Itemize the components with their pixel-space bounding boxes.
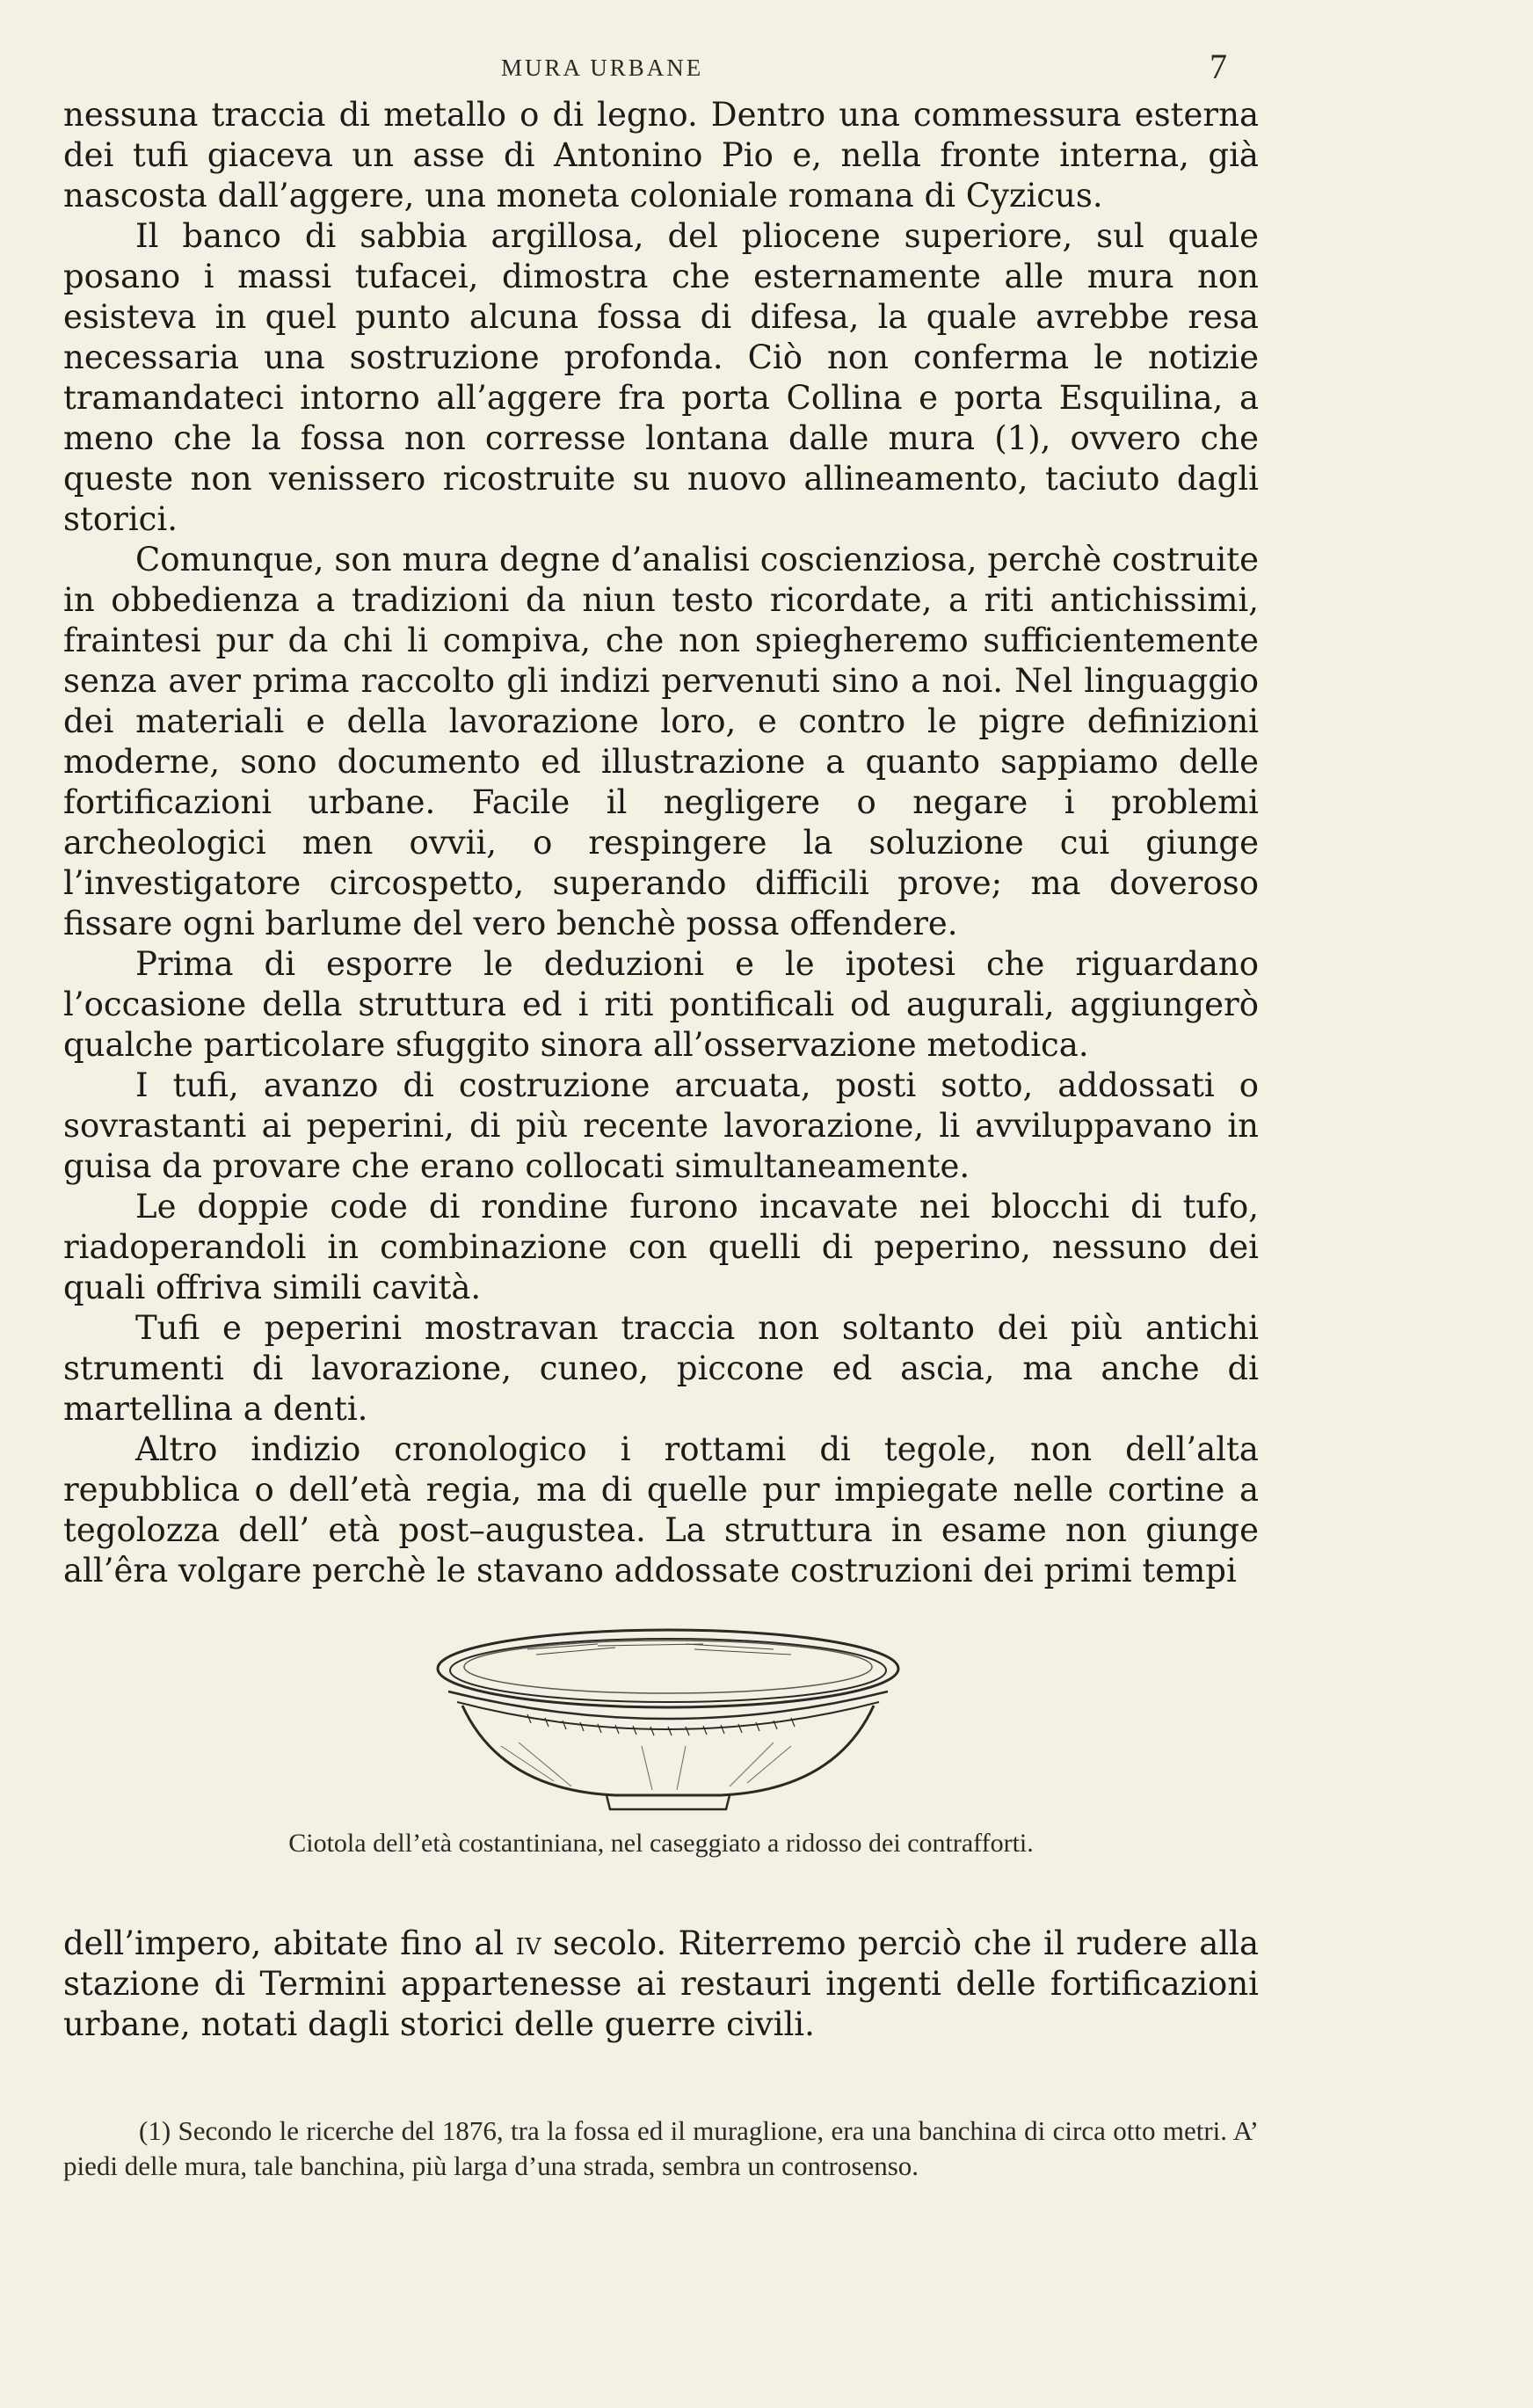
footnote bbox=[63, 2113, 1259, 2184]
bowl-illustration bbox=[422, 1614, 914, 1816]
paragraph bbox=[63, 1924, 1259, 2045]
bowl-rim-inner bbox=[450, 1639, 886, 1702]
paragraph: Prima di esporre le deduzioni e le ipotesi che riguardano l’occasione della struttura ed i riti pontificali od augurali, aggiungerò qualche particolare sfuggito sinora all’osservazione metodica. bbox=[63, 945, 1259, 1064]
continuation-before: dell’impero, abitate fino al bbox=[63, 1924, 505, 1962]
page-number: 7 bbox=[1210, 47, 1227, 86]
running-head: MURA URBANE bbox=[501, 55, 704, 81]
paragraph: I tufi, avanzo di costruzione arcuata, posti sotto, addossati o sovrastanti ai peperini, di più recente lavorazione, li avviluppavano in guisa da provare che erano collocati simultaneamente. bbox=[63, 1066, 1259, 1185]
bowl-inner-ring bbox=[464, 1640, 872, 1693]
roman-numeral: iv bbox=[515, 1924, 541, 1962]
paragraph: Tufi e peperini mostravan traccia non soltanto dei più antichi strumenti di lavorazione, cuneo, piccone ed ascia, ma anche di martellina a denti. bbox=[63, 1309, 1259, 1428]
paragraph: Il banco di sabbia argillosa, del pliocene superiore, sul quale posano i massi tufacei, dimostra che esternamente alle mura non esisteva in quel punto alcuna fossa di difesa, la quale avrebbe resa necessaria una sostruzione profonda. Ciò non conferma le notizie tramandateci intorno all’aggere fra porta Collina e porta Esquilina, a meno che la fossa non corresse lontana dalle mura (1), ovvero che queste non venissero ricostruite su nuovo allineamento, taciuto dagli storici. bbox=[63, 217, 1259, 538]
footnote-text: (1) Secondo le ricerche del 1876, tra la fossa ed il muraglione, era una banchina di circa otto metri. A’ piedi delle mura, tale banchina, più larga d’una strada, sembra un controsenso. bbox=[63, 2115, 1259, 2181]
bowl-rim-outer bbox=[438, 1630, 898, 1707]
paragraph: nessuna traccia di metallo o di legno. Dentro una commessura esterna dei tufi giaceva un asse di Antonino Pio e, nella fronte interna, già nascosta dall’aggere, una moneta coloniale romana di Cyzicus. bbox=[63, 96, 1259, 215]
paragraph: Le doppie code di rondine furono incavate nei blocchi di tufo, riadoperandoli in combinazione con quelli di peperino, nessuno dei quali offriva simili cavità. bbox=[63, 1188, 1259, 1306]
bowl-hatching bbox=[527, 1644, 791, 1655]
figure-caption: Ciotola dell’età costantiniana, nel caseggiato a ridosso dei contrafforti. bbox=[288, 1829, 1034, 1858]
bowl-foot bbox=[607, 1795, 730, 1809]
body-text bbox=[63, 95, 1259, 1591]
continuation-text bbox=[63, 1924, 1259, 2045]
continuation-after: secolo. Riterremo perciò che il rudere alla stazione di Termini appartenesse ai restauri ingenti delle fortificazioni urbane, notati dagli storici delle guerre civili. bbox=[63, 1924, 1260, 2043]
bowl-drawing bbox=[422, 1614, 914, 1816]
paragraph: Comunque, son mura degne d’analisi coscienziosa, perchè costruite in obbedienza a tradizioni da niun testo ricordate, a riti antichissimi, fraintesi pur da chi li compiva, che non spiegheremo sufficientemente senza aver prima raccolto gli indizi pervenuti sino a noi. Nel linguaggio dei materiali e della lavorazione loro, e contro le pigre definizioni moderne, sono documento ed illustrazione a quanto sappiamo delle fortificazioni urbane. Facile il negligere o negare i problemi archeologici men ovvii, o respingere la soluzione cui giunge l’investigatore circospetto, superando difficili prove; ma doveroso fissare ogni barlume del vero benchè possa offendere. bbox=[63, 541, 1259, 942]
paragraph: Altro indizio cronologico i rottami di tegole, non dell’alta repubblica o dell’età regia, ma di quelle pur impiegate nelle cortine a tegolozza dell’ età post–augustea. La struttura in esame non giunge all’êra volgare perchè le stavano addossate costruzioni dei primi tempi bbox=[63, 1430, 1259, 1590]
